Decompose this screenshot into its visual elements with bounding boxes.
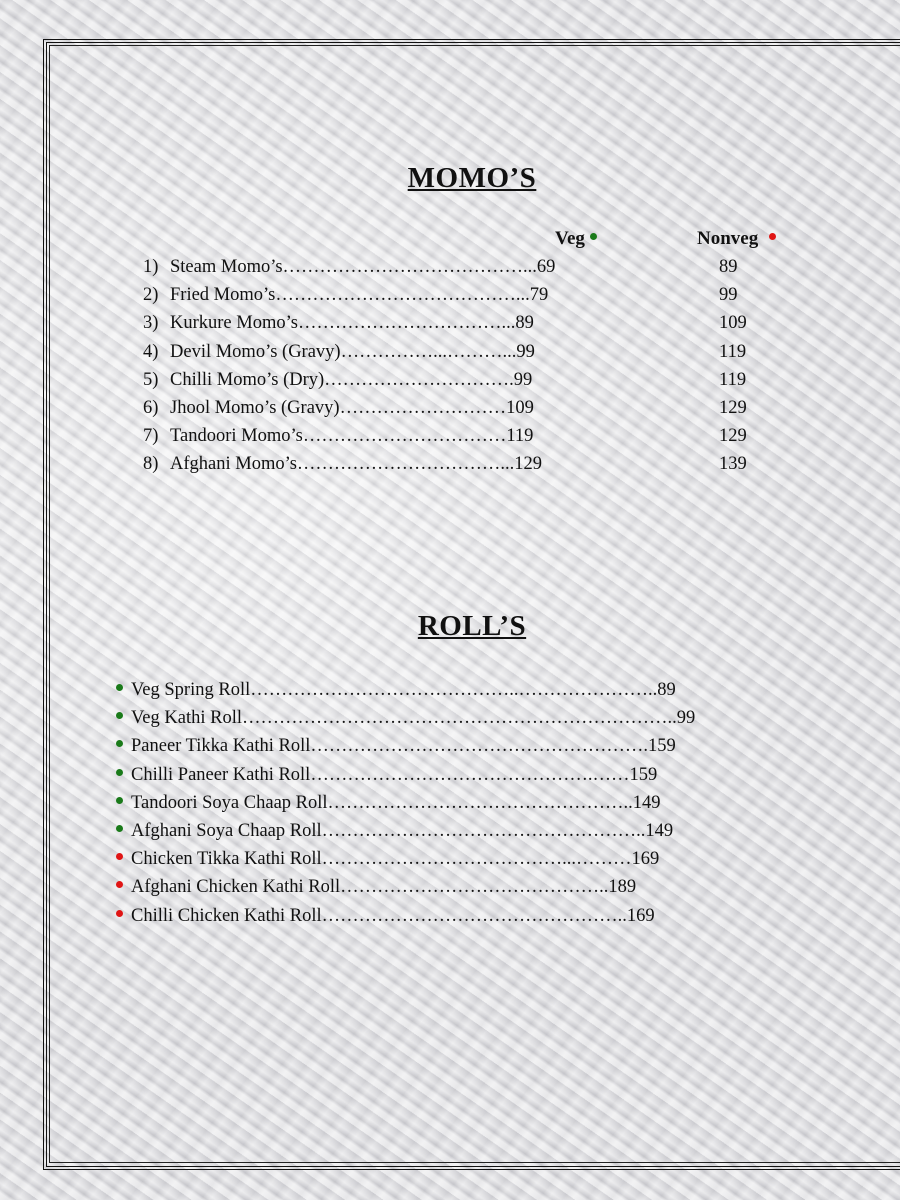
momo-item-nonveg-price: 129 [719,397,747,418]
roll-item-entry: Afghani Chicken Kathi Roll……………………………………..189 [131,877,637,898]
veg-dot-icon [116,740,123,747]
veg-dot-icon [116,684,123,691]
momo-item-nonveg-price: 139 [719,454,747,475]
momo-item-number: 8) [143,454,159,475]
momo-item [143,341,747,369]
nonveg-dot-icon [116,910,123,917]
momo-item-veg-entry: Jhool Momo’s (Gravy)………………………109 [170,397,534,418]
veg-dot-icon [116,797,123,804]
rolls-heading: ROLL’S [417,610,527,642]
veg-dot-icon [116,769,123,776]
veg-label: Veg [555,228,585,249]
momo-item-nonveg-price: 119 [719,369,747,390]
roll-item [116,820,695,848]
veg-dot-icon [116,825,123,832]
momo-item-nonveg-price: 99 [719,285,738,306]
momo-item-veg-entry: Fried Momo’s…………………………………...79 [170,285,549,306]
nonveg-column-header [697,228,776,250]
momo-item-veg-entry: Steam Momo’s…………………………………...69 [170,257,556,277]
momo-item-nonveg-price: 89 [719,257,738,277]
roll-item [116,679,695,707]
roll-item-entry: Chicken Tikka Kathi Roll…………………………………...………169 [131,849,660,870]
veg-dot-icon [116,712,123,719]
veg-dot-icon [590,233,597,240]
roll-item-entry: Paneer Tikka Kathi Roll……………………………………………….159 [131,736,676,757]
momos-heading: MOMO’S [407,162,537,194]
roll-item [116,735,695,763]
roll-item [116,848,695,876]
nonveg-dot-icon [116,881,123,888]
momo-item [143,425,747,453]
roll-item-entry: Tandoori Soya Chaap Roll…………………………………………..149 [131,792,661,813]
momo-item-number: 4) [143,341,159,362]
roll-item [116,792,695,820]
momo-item-number: 3) [143,313,159,334]
momo-item-veg-entry: Kurkure Momo’s……………………………...89 [170,313,534,334]
nonveg-dot-icon [769,233,776,240]
momo-item-veg-entry: Chilli Momo’s (Dry)………………………….99 [170,369,533,390]
momo-item-nonveg-price: 129 [719,426,747,447]
momo-item [143,369,747,397]
momo-item-number: 6) [143,397,159,418]
menu-frame-inner [49,45,900,1163]
roll-item [116,764,695,792]
roll-item [116,876,695,904]
momos-list [143,256,747,482]
nonveg-dot-icon [116,853,123,860]
rolls-list [116,679,695,933]
roll-item-entry: Veg Spring Roll……………………………………..…………………..89 [131,680,676,700]
roll-item-entry: Chilli Paneer Kathi Roll……………………………………….……159 [131,764,658,785]
roll-item-entry: Afghani Soya Chaap Roll……………………………………………..149 [131,820,674,841]
roll-item [116,905,695,933]
momo-item-number: 5) [143,369,159,390]
momo-item-nonveg-price: 119 [719,341,747,362]
momo-item-veg-entry: Afghani Momo’s……………………………...129 [170,454,543,475]
momo-item-number: 2) [143,285,159,306]
momo-item [143,453,747,481]
momo-item [143,397,747,425]
roll-item-entry: Chilli Chicken Kathi Roll…………………………………………..169 [131,905,655,926]
momo-item-number: 1) [143,257,159,277]
momo-item-nonveg-price: 109 [719,313,747,334]
momo-item-number: 7) [143,426,159,447]
nonveg-label: Nonveg [697,228,759,249]
momo-item [143,312,747,340]
roll-item [116,707,695,735]
momo-item-veg-entry: Tandoori Momo’s……………………………119 [170,426,534,447]
roll-item-entry: Veg Kathi Roll……………………………………………………………..99 [131,708,696,729]
momo-item [143,256,738,284]
momo-item-veg-entry: Devil Momo’s (Gravy)……………...………...99 [170,341,535,362]
momo-item [143,284,738,312]
veg-column-header [555,228,597,250]
